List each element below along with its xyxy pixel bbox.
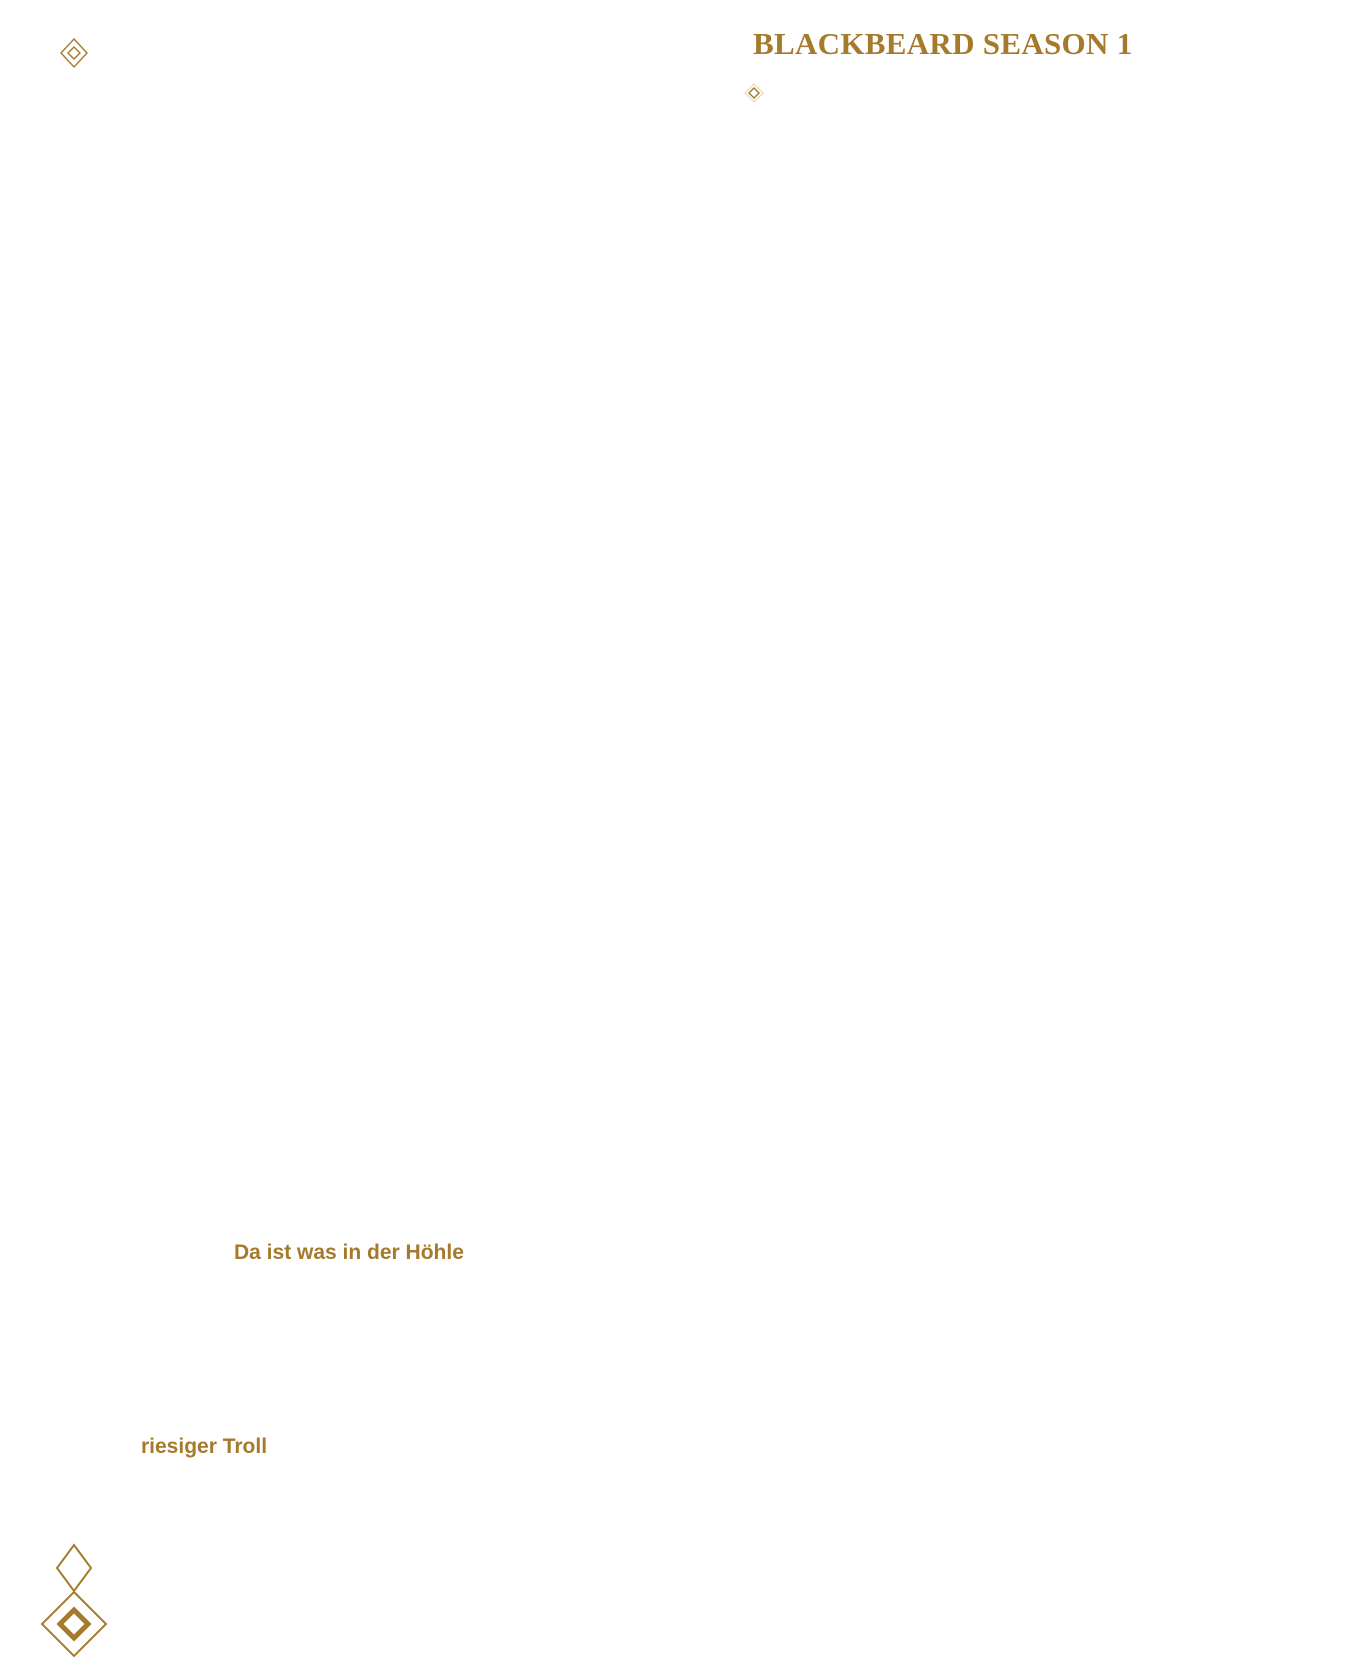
annotation-troll: riesiger Troll bbox=[141, 1435, 268, 1458]
page-title: BLACKBEARD SEASON 1 bbox=[753, 26, 1133, 61]
double-diamond-icon bbox=[42, 1592, 106, 1656]
divider-diamond-icon bbox=[745, 84, 763, 102]
annotation-cave: Da ist was in der Höhle bbox=[234, 1241, 464, 1264]
diamond-outline-icon bbox=[57, 1545, 91, 1591]
top-divider bbox=[180, 84, 1035, 102]
diamond-icon bbox=[61, 39, 87, 67]
